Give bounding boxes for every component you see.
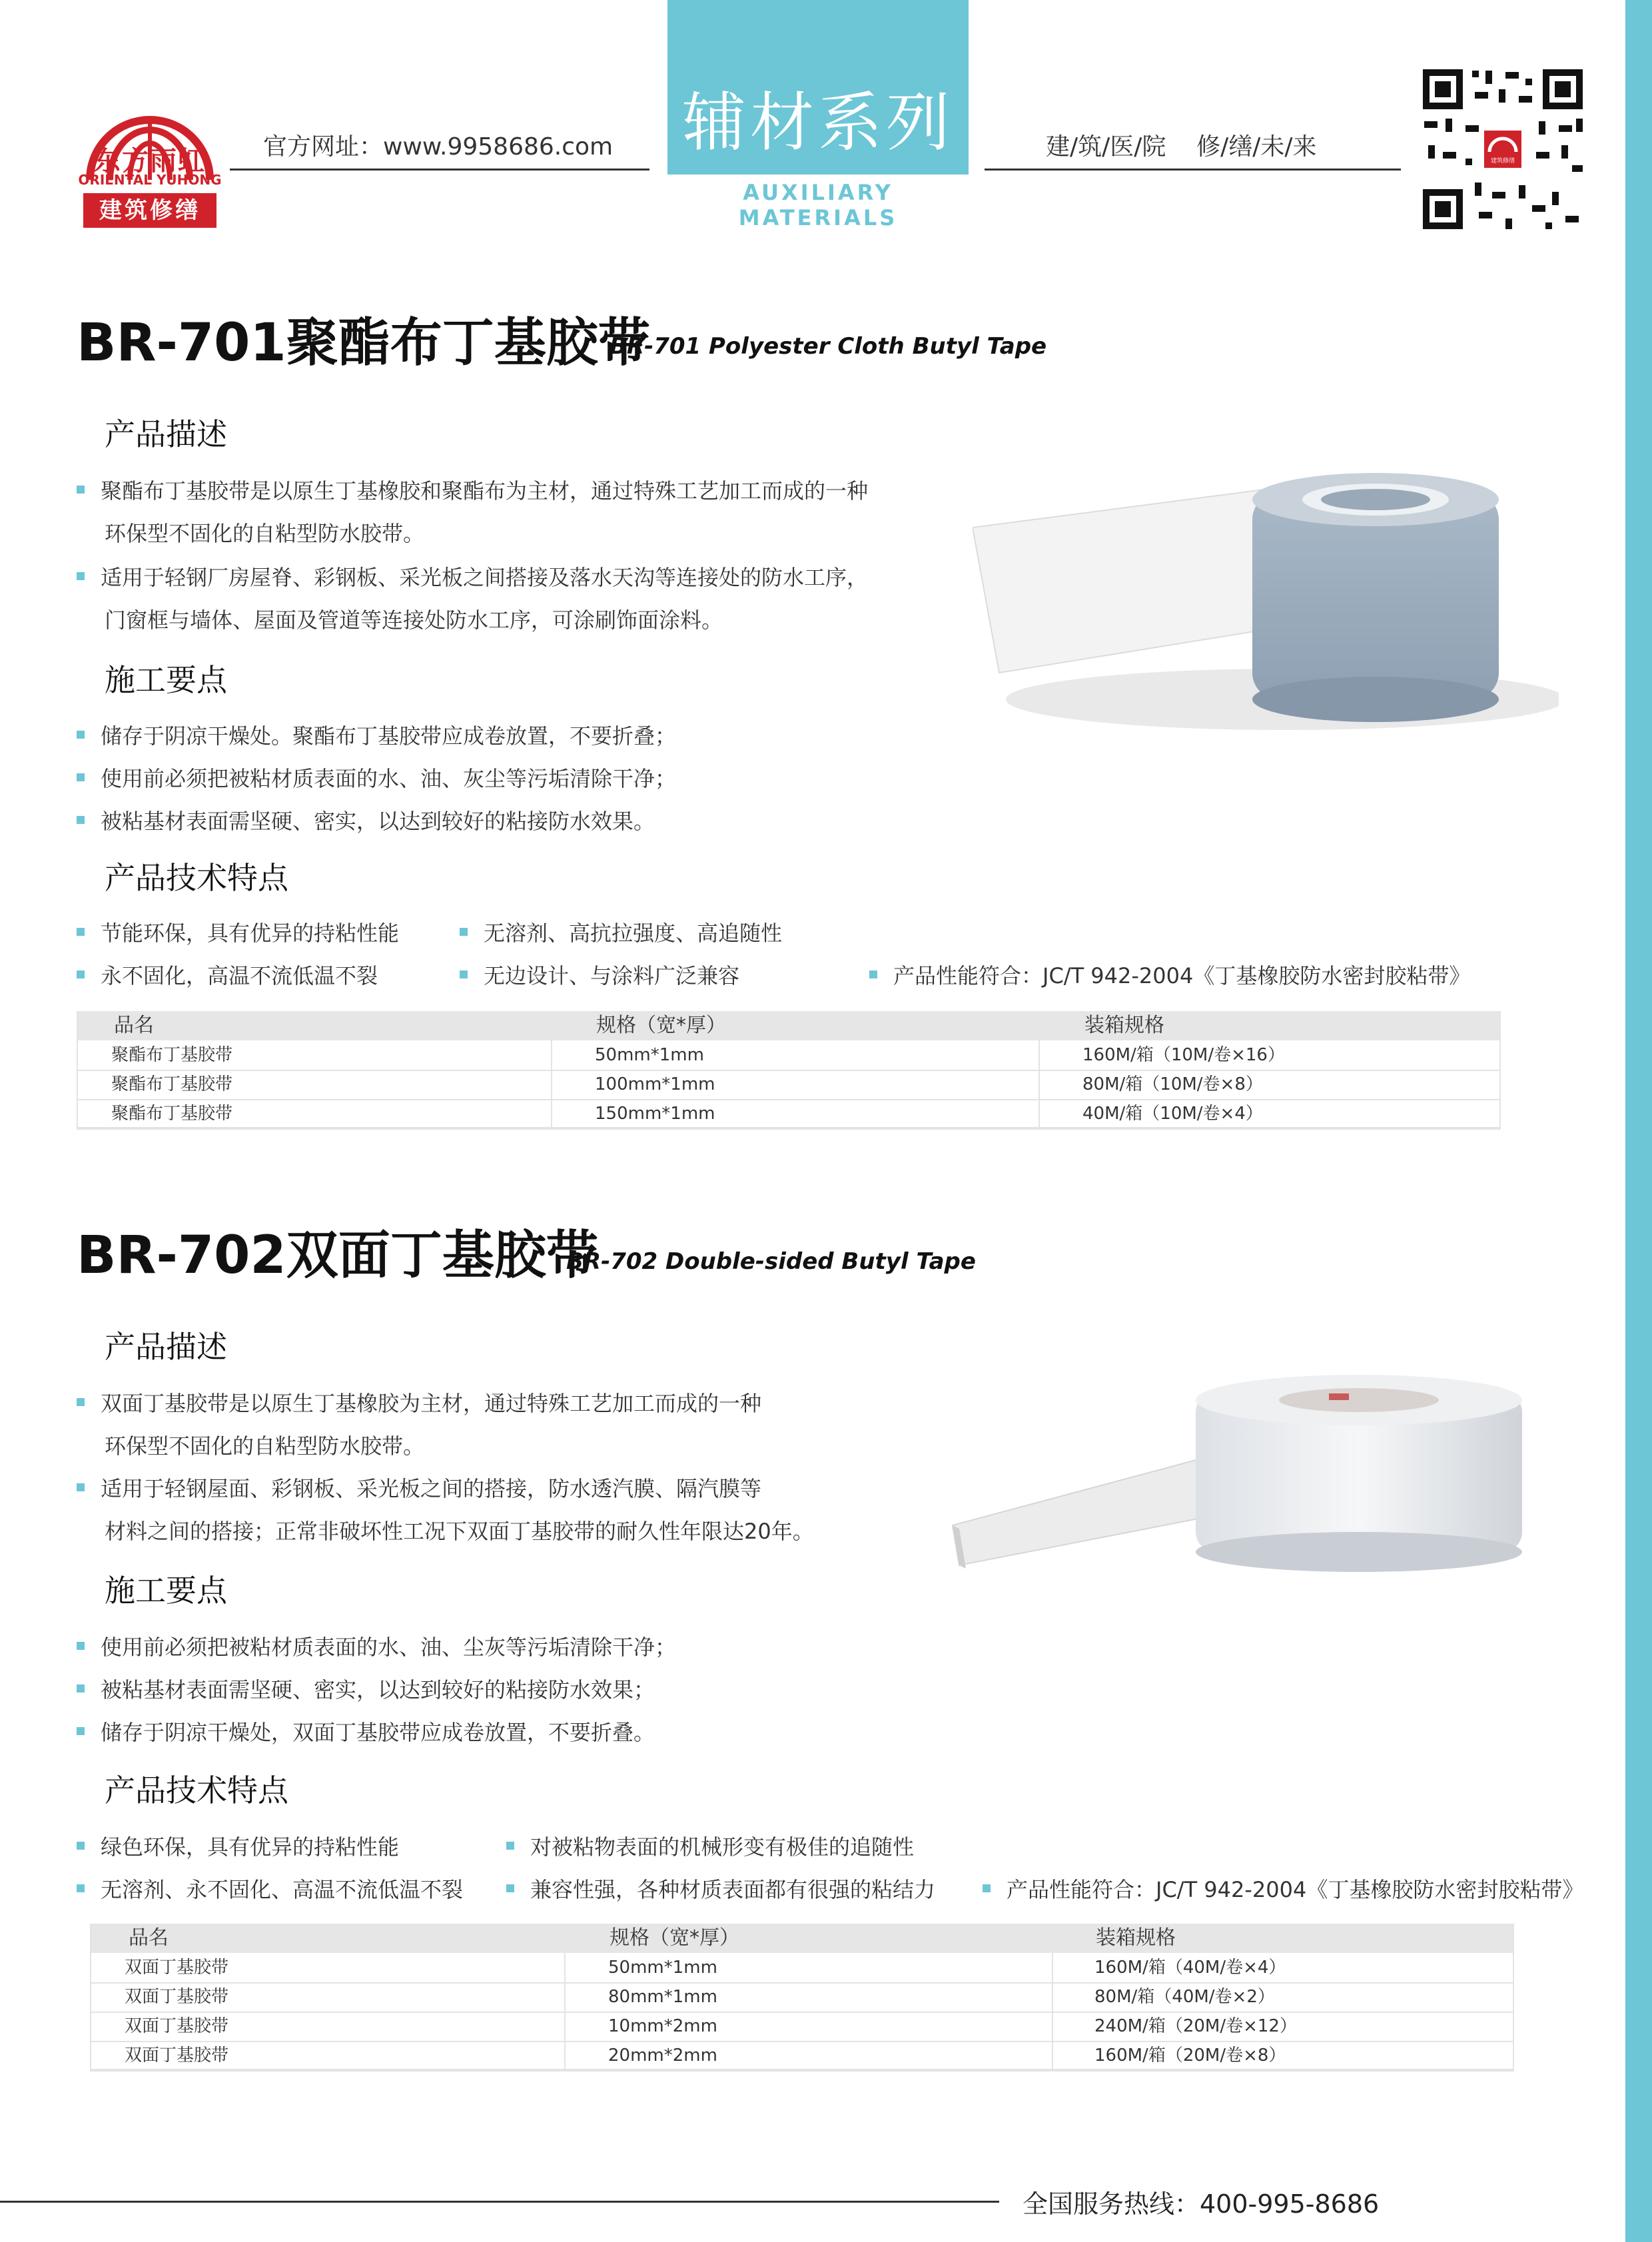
product-1-construction-item: 使用前必须把被粘材质表面的水、油、灰尘等污垢清除干净；	[77, 762, 676, 793]
product-2-desc-item: 双面丁基胶带是以原生丁基橡胶为主材，通过特殊工艺加工而成的一种	[77, 1387, 761, 1417]
brand-name-cn: 东方雨虹	[94, 146, 206, 177]
header-rule-left	[230, 169, 649, 171]
product-2-feature-item: 对被粘物表面的机械形变有极佳的追随性	[506, 1830, 914, 1861]
table-header-cell: 品名	[114, 1014, 154, 1037]
product-2-desc-item-cont: 环保型不固化的自粘型防水胶带。	[105, 1433, 425, 1459]
table-header-cell: 装箱规格	[1084, 1014, 1164, 1037]
bullet-square-icon	[77, 1483, 85, 1491]
table-cell: 80M/箱（10M/卷×8）	[1082, 1074, 1263, 1094]
brand-tag: 建筑修缮	[83, 193, 216, 228]
series-title-cn: 辅材系列	[682, 85, 954, 160]
product-1-title-en: BR-701 Polyester Cloth Butyl Tape	[610, 333, 1047, 360]
table-cell: 40M/箱（10M/卷×4）	[1082, 1104, 1263, 1124]
product-2-spec-table	[90, 1924, 1514, 2070]
bullet-square-icon	[506, 1884, 514, 1892]
product-1-feature-item: 永不固化，高温不流低温不裂	[77, 959, 378, 990]
product-1-tape-roll-image	[973, 453, 1559, 733]
website-text: 官方网址：www.9958686.com	[263, 133, 614, 161]
table-cell: 150mm*1mm	[595, 1104, 715, 1124]
product-2-feature-item: 绿色环保，具有优异的持粘性能	[77, 1830, 399, 1861]
product-1-feature-item: 节能环保，具有优异的持粘性能	[77, 917, 399, 947]
product-1-spec-table	[77, 1011, 1501, 1128]
bullet-square-icon	[77, 1398, 85, 1406]
series-title-en: AUXILIARY MATERIALS	[738, 180, 898, 230]
table-cell: 聚酯布丁基胶带	[111, 1045, 233, 1065]
product-2-tape-roll-image	[946, 1365, 1545, 1585]
product-1-features-heading: 产品技术特点	[105, 860, 288, 896]
product-2-construction-heading: 施工要点	[105, 1573, 227, 1609]
bullet-square-icon	[77, 1684, 85, 1692]
table-cell: 聚酯布丁基胶带	[111, 1074, 233, 1094]
service-hotline: 全国服务热线：400-995-8686	[1023, 2189, 1380, 2219]
product-2-desc-item: 适用于轻钢屋面、彩钢板、采光板之间的搭接，防水透汽膜、隔汽膜等	[77, 1472, 761, 1503]
qr-code-icon	[1419, 65, 1587, 233]
product-1-desc-item: 适用于轻钢厂房屋脊、彩钢板、采光板之间搭接及落水天沟等连接处的防水工序，	[77, 561, 868, 591]
table-cell: 240M/箱（20M/卷×12）	[1094, 2016, 1297, 2036]
table-cell: 160M/箱（10M/卷×16）	[1082, 1045, 1285, 1065]
table-header-cell: 规格（宽*厚）	[596, 1014, 726, 1037]
product-2-title-cn: BR-702双面丁基胶带	[77, 1226, 598, 1286]
product-2-feature-item: 兼容性强，各种材质表面都有很强的粘结力	[506, 1873, 935, 1904]
bullet-square-icon	[77, 928, 85, 936]
header-rule-right	[985, 169, 1401, 171]
footer-rule	[0, 2201, 999, 2203]
product-2-feature-item: 无溶剂、永不固化、高温不流低温不裂	[77, 1873, 463, 1904]
table-cell: 50mm*1mm	[608, 1958, 717, 1978]
product-1-title-cn: BR-701聚酯布丁基胶带	[77, 313, 650, 373]
bullet-square-icon	[460, 970, 468, 978]
qr-brand-text: 建筑修缮	[1490, 158, 1515, 165]
table-cell: 160M/箱（40M/卷×4）	[1094, 1958, 1286, 1978]
table-cell: 10mm*2mm	[608, 2016, 717, 2036]
product-1-construction-heading: 施工要点	[105, 662, 227, 698]
table-cell: 160M/箱（20M/卷×8）	[1094, 2046, 1286, 2065]
product-1-desc-item: 聚酯布丁基胶带是以原生丁基橡胶和聚酯布为主材，通过特殊工艺加工而成的一种	[77, 474, 868, 505]
bullet-square-icon	[77, 731, 85, 739]
table-header-cell: 规格（宽*厚）	[610, 1926, 739, 1950]
bullet-square-icon	[77, 816, 85, 824]
brand-name-en: ORIENTAL YUHONG	[78, 172, 222, 188]
product-2-features-heading: 产品技术特点	[105, 1772, 288, 1808]
table-header-cell: 品名	[129, 1926, 169, 1950]
product-1-feature-item: 无边设计、与涂料广泛兼容	[460, 959, 739, 990]
bullet-square-icon	[77, 572, 85, 580]
table-cell: 聚酯布丁基胶带	[111, 1104, 233, 1124]
product-2-desc-item-cont: 材料之间的搭接；正常非破坏性工况下双面丁基胶带的耐久性年限达20年。	[105, 1519, 814, 1544]
bullet-square-icon	[460, 928, 468, 936]
bullet-square-icon	[869, 970, 877, 978]
table-cell: 80M/箱（40M/卷×2）	[1094, 1987, 1275, 2007]
product-2-desc-heading: 产品描述	[105, 1329, 227, 1365]
product-1-desc-heading: 产品描述	[105, 416, 227, 452]
table-cell: 双面丁基胶带	[125, 2046, 229, 2065]
product-2-title-en: BR-702 Double-sided Butyl Tape	[566, 1248, 976, 1275]
bullet-square-icon	[983, 1884, 991, 1892]
product-2-construction-item: 储存于阴凉干燥处，双面丁基胶带应成卷放置，不要折叠。	[77, 1716, 655, 1746]
table-cell: 20mm*2mm	[608, 2046, 717, 2065]
product-1-feature-item: 无溶剂、高抗拉强度、高追随性	[460, 917, 782, 947]
bullet-square-icon	[77, 1884, 85, 1892]
bullet-square-icon	[77, 486, 85, 494]
table-cell: 100mm*1mm	[595, 1074, 715, 1094]
table-cell: 80mm*1mm	[608, 1987, 717, 2007]
table-header-cell: 装箱规格	[1096, 1926, 1176, 1950]
bullet-square-icon	[77, 773, 85, 781]
bullet-square-icon	[77, 1642, 85, 1650]
table-frame	[90, 1924, 1514, 2070]
product-1-construction-item: 储存于阴凉干燥处。聚酯布丁基胶带应成卷放置，不要折叠；	[77, 719, 676, 750]
table-cell: 双面丁基胶带	[125, 1987, 229, 2007]
table-cell: 50mm*1mm	[595, 1045, 704, 1065]
bullet-square-icon	[77, 970, 85, 978]
bullet-square-icon	[77, 1842, 85, 1850]
product-2-feature-item: 产品性能符合：JC/T 942-2004《丁基橡胶防水密封胶粘带》	[983, 1873, 1583, 1904]
table-frame	[77, 1011, 1501, 1128]
bullet-square-icon	[77, 1727, 85, 1735]
slogan-text: 建/筑/医/院 修/缮/未/来	[1046, 133, 1317, 161]
product-1-desc-item-cont: 门窗框与墙体、屋面及管道等连接处防水工序，可涂刷饰面涂料。	[105, 607, 723, 633]
side-accent-stripe	[1625, 0, 1652, 2242]
product-2-construction-item: 使用前必须把被粘材质表面的水、油、尘灰等污垢清除干净；	[77, 1631, 676, 1661]
bullet-square-icon	[506, 1842, 514, 1850]
product-1-desc-item-cont: 环保型不固化的自粘型防水胶带。	[105, 521, 425, 546]
table-cell: 双面丁基胶带	[125, 1958, 229, 1978]
table-cell: 双面丁基胶带	[125, 2016, 229, 2036]
product-2-construction-item: 被粘基材表面需坚硬、密实，以达到较好的粘接防水效果；	[77, 1673, 655, 1704]
product-1-feature-item: 产品性能符合：JC/T 942-2004《丁基橡胶防水密封胶粘带》	[869, 959, 1470, 990]
product-1-construction-item: 被粘基材表面需坚硬、密实，以达到较好的粘接防水效果。	[77, 805, 655, 835]
